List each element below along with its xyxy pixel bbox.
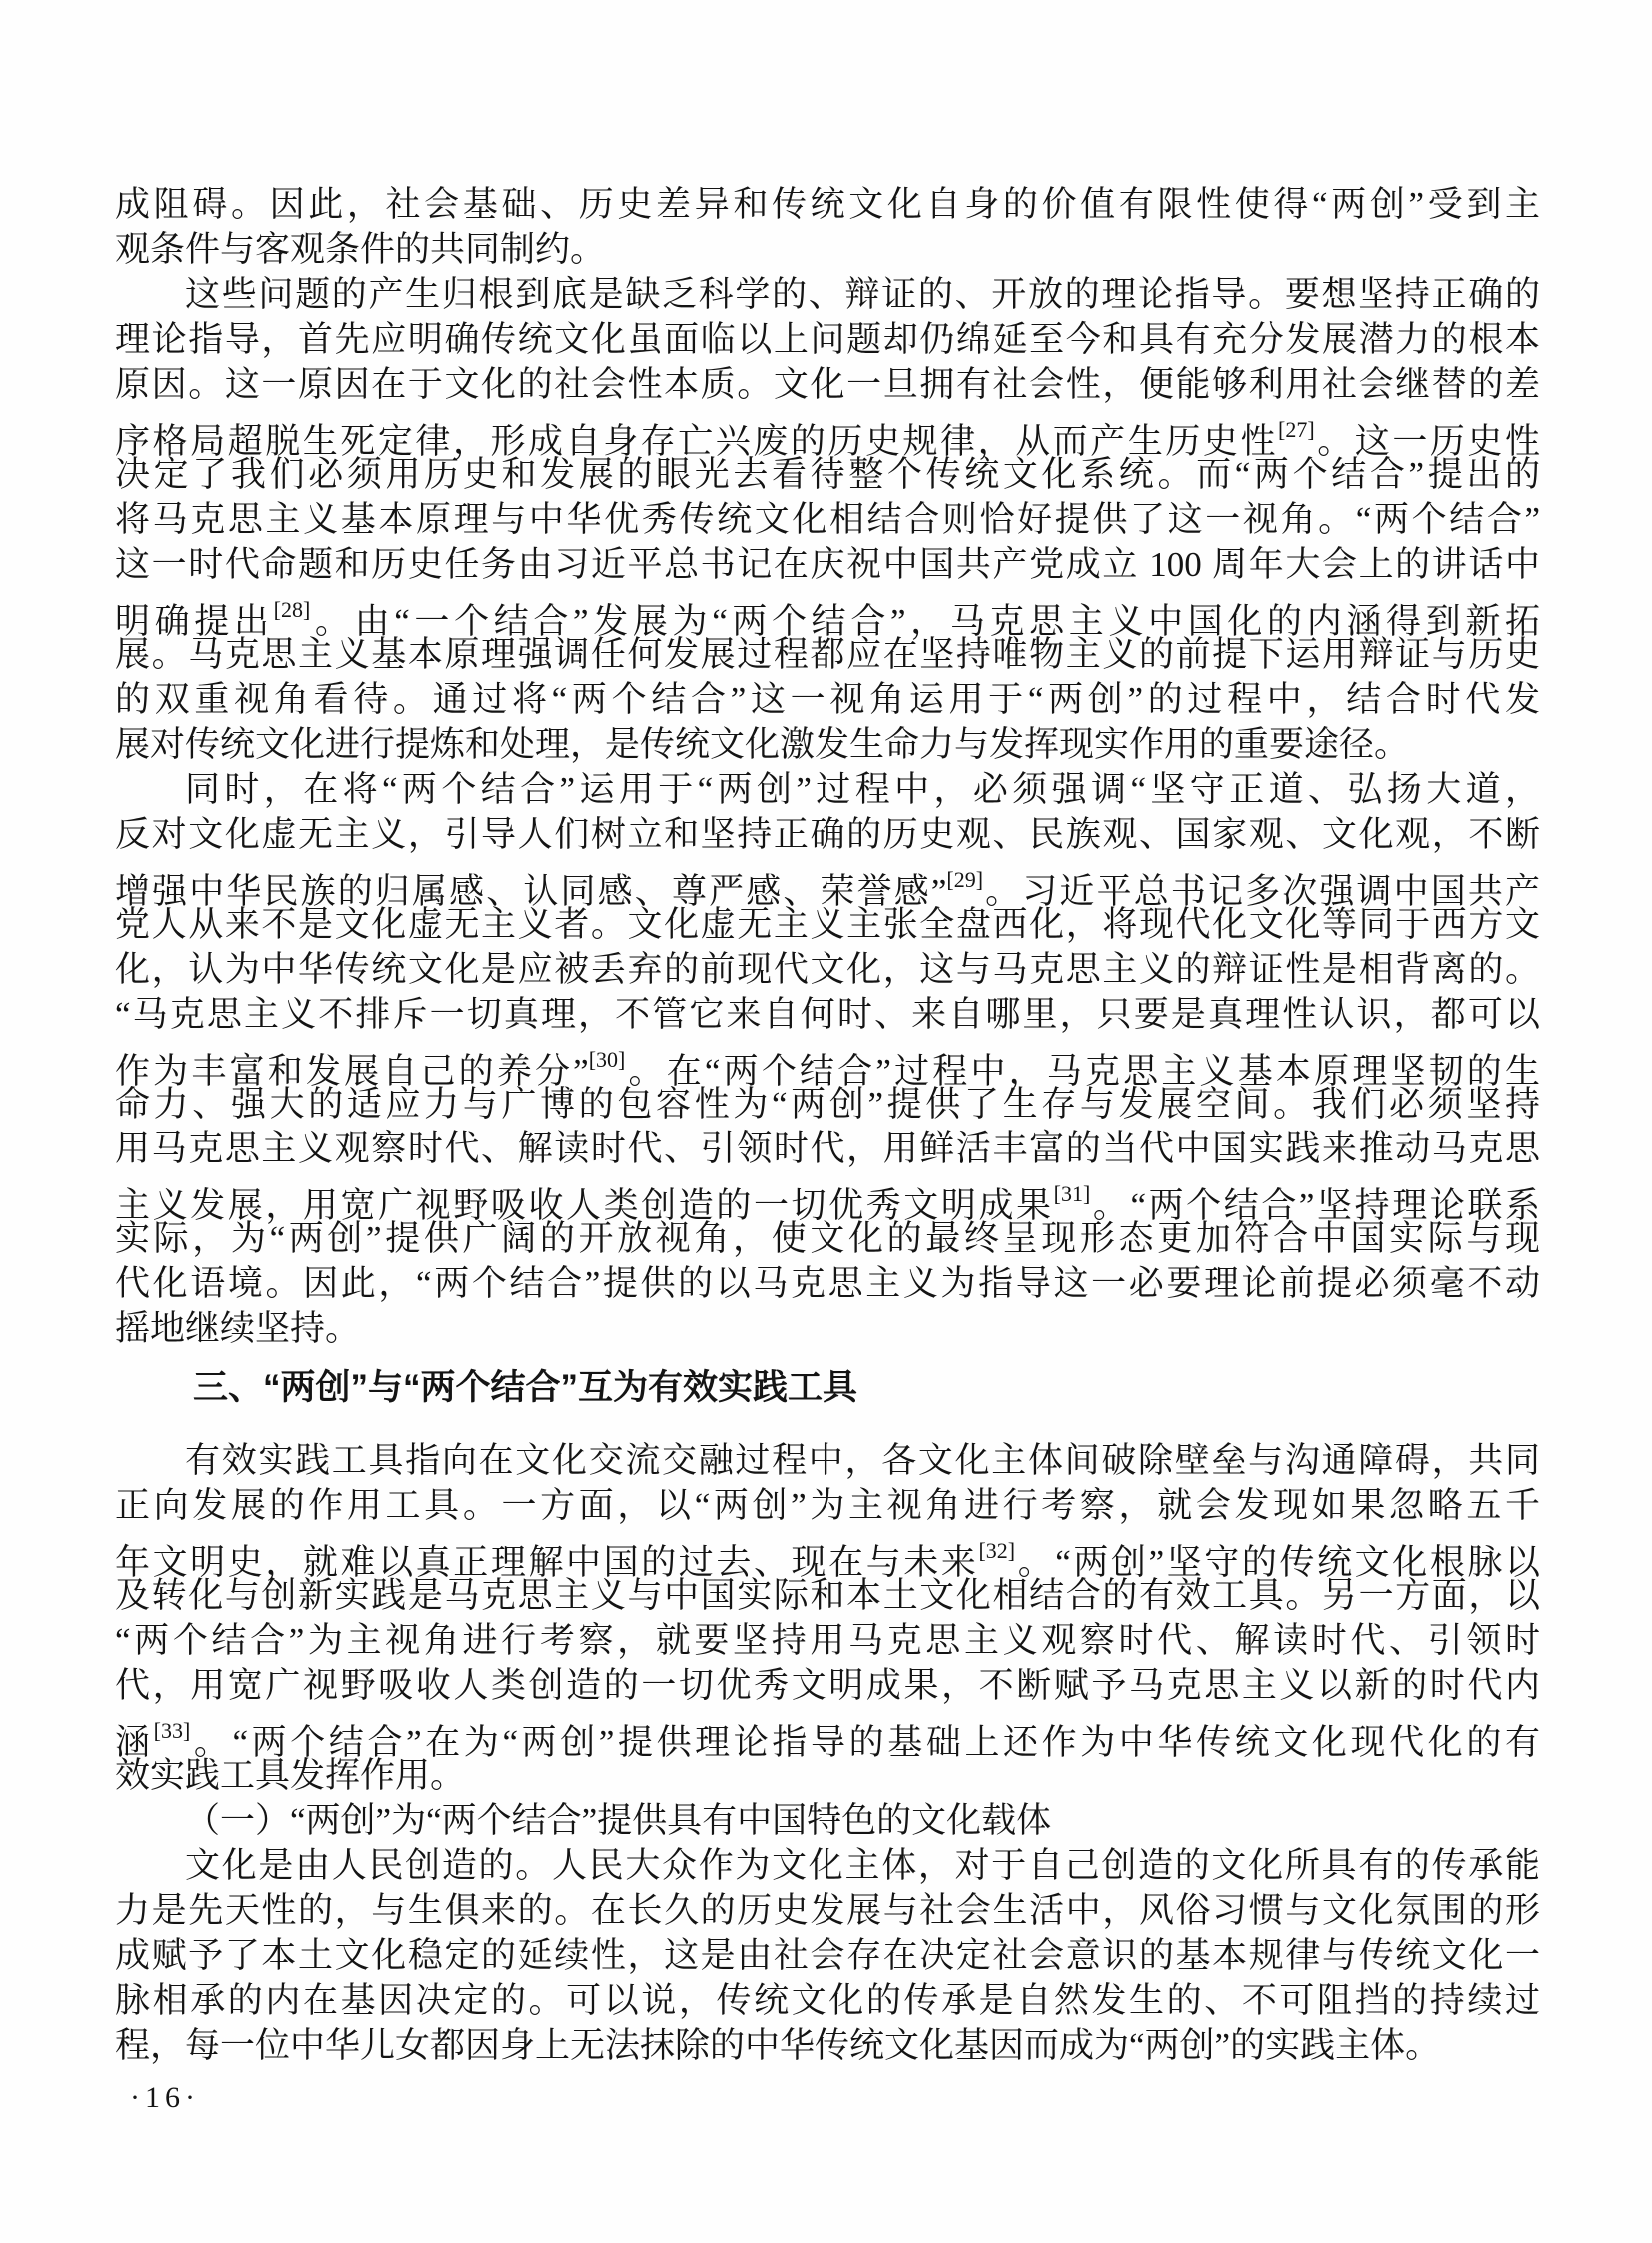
text-run: 摇地继续坚持。 — [115, 1309, 361, 1348]
text-line — [115, 992, 1540, 1037]
text-line — [115, 1261, 1540, 1306]
text-run: （一）“两创”为“两个结合”提供具有中国特色的文化载体 — [185, 1801, 1052, 1840]
text-line — [115, 1216, 1540, 1261]
text-block — [115, 182, 1540, 2068]
text-line — [115, 722, 1540, 767]
text-run: “两个结合”为主视角进行考察，就要坚持用马克思主义观察时代、解读时代、引领时 — [115, 1621, 1540, 1660]
text-line — [115, 812, 1540, 857]
footnote-ref: [32] — [978, 1538, 1016, 1563]
text-run: “马克思主义不排斥一切真理，不管它来自何时、来自哪里，只要是真理性认识，都可以 — [115, 995, 1540, 1034]
text-line — [115, 1126, 1540, 1171]
text-run: 展。马克思主义基本原理强调任何发展过程都应在坚持唯物主义的前提下运用辩证与历史 — [115, 635, 1540, 674]
text-run: 决定了我们必须用历史和发展的眼光去看待整个传统文化系统。而“两个结合”提出的 — [115, 455, 1540, 494]
text-line — [115, 542, 1540, 587]
text-run: 。在“两个结合”过程中，马克思主义基本原理坚韧的生 — [625, 1052, 1540, 1091]
text-line — [115, 407, 1540, 461]
text-line — [115, 317, 1540, 362]
text-run: 正向发展的作用工具。一方面，以“两创”为主视角进行考察，就会发现如果忽略五千 — [115, 1486, 1540, 1525]
text-line — [115, 1082, 1540, 1126]
text-line — [115, 227, 1540, 272]
text-run: 命力、强大的适应力与广博的包容性为“两创”提供了生存与发展空间。我们必须坚持 — [115, 1085, 1540, 1123]
text-run: 。“两创”坚守的传统文化根脉以 — [1015, 1543, 1540, 1582]
text-run: 三、“两创”与“两个结合”互为有效实践工具 — [193, 1368, 858, 1407]
text-run: 主义发展，用宽广视野吸收人类创造的一切优秀文明成果 — [115, 1186, 1054, 1225]
text-line — [115, 1483, 1540, 1528]
page-number: ·16· — [130, 2081, 200, 2114]
text-run: 。这一历史性 — [1314, 422, 1540, 461]
text-run: 。“两个结合”在为“两创”提供理论指导的基础上还作为中华传统文化现代化的有 — [190, 1723, 1540, 1762]
text-line — [115, 767, 1540, 812]
text-run: 展对传统文化进行提炼和处理，是传统文化激发生命力与发挥现实作用的重要途径。 — [115, 725, 1410, 764]
text-line — [115, 1663, 1540, 1708]
text-run: 的双重视角看待。通过将“两个结合”这一视角运用于“两创”的过程中，结合时代发 — [115, 680, 1540, 719]
text-line — [115, 1306, 1540, 1351]
footnote-ref: [29] — [946, 867, 984, 892]
text-line — [115, 1037, 1540, 1091]
text-line — [115, 587, 1540, 641]
text-run: 化，认为中华传统文化是应被丢弃的前现代文化，这与马克思主义的辩证性是相背离的。 — [115, 950, 1540, 989]
text-run: 观条件与客观条件的共同制约。 — [115, 230, 606, 269]
text-run: 党人从来不是文化虚无主义者。文化虚无主义主张全盘西化，将现代化文化等同于西方文 — [115, 905, 1540, 944]
text-line — [115, 1618, 1540, 1663]
text-line — [115, 182, 1540, 227]
text-line — [115, 1933, 1540, 1978]
footnote-ref: [28] — [273, 597, 311, 622]
text-run: 作为丰富和发展自己的养分” — [115, 1052, 589, 1091]
text-line — [115, 497, 1540, 542]
text-line — [115, 1708, 1540, 1762]
text-line — [115, 2023, 1540, 2068]
text-run: 代，用宽广视野吸收人类创造的一切优秀文明成果，不断赋予马克思主义以新的时代内 — [115, 1666, 1540, 1705]
text-run: 成赋予了本土文化稳定的延续性，这是由社会存在决定社会意识的基本规律与传统文化一 — [115, 1936, 1540, 1975]
footnote-ref: [27] — [1278, 417, 1315, 442]
text-run: 将马克思主义基本原理与中华优秀传统文化相结合则恰好提供了这一视角。“两个结合” — [115, 500, 1540, 539]
text-run: 文化是由人民创造的。人民大众作为文化主体，对于自己创造的文化所具有的传承能 — [185, 1846, 1540, 1885]
text-line — [115, 1528, 1540, 1582]
text-line — [115, 1438, 1540, 1483]
text-run: 。由“一个结合”发展为“两个结合”，马克思主义中国化的内涵得到新拓 — [310, 602, 1540, 641]
text-run: 涵 — [115, 1723, 154, 1762]
text-line — [115, 1573, 1540, 1618]
text-run: 反对文化虚无主义，引导人们树立和坚持正确的历史观、民族观、国家观、文化观，不断 — [115, 815, 1540, 854]
text-line — [115, 362, 1540, 407]
text-run: 程，每一位中华儿女都因身上无法抹除的中华传统文化基因而成为“两创”的实践主体。 — [115, 2026, 1441, 2065]
text-line — [115, 632, 1540, 677]
text-run: 这一时代命题和历史任务由习近平总书记在庆祝中国共产党成立 100 周年大会上的讲话中 — [115, 545, 1540, 584]
text-line — [115, 947, 1540, 992]
text-run: 增强中华民族的归属感、认同感、尊严感、荣誉感” — [115, 872, 947, 911]
text-line — [115, 1171, 1540, 1225]
text-run: 序格局超脱生死定律，形成自身存亡兴废的历史规律，从而产生历史性 — [115, 422, 1279, 461]
footnote-ref: [33] — [153, 1718, 191, 1743]
text-run: 年文明史，就难以真正理解中国的过去、现在与未来 — [115, 1543, 979, 1582]
text-run: 力是先天性的，与生俱来的。在长久的历史发展与社会生活中，风俗习惯与文化氛围的形 — [115, 1891, 1540, 1930]
text-run: 及转化与创新实践是马克思主义与中国实际和本土文化相结合的有效工具。另一方面，以 — [115, 1576, 1540, 1615]
text-run: 代化语境。因此，“两个结合”提供的以马克思主义为指导这一必要理论前提必须毫不动 — [115, 1264, 1540, 1303]
text-run: 理论指导，首先应明确传统文化虽面临以上问题却仍绵延至今和具有充分发展潜力的根本 — [115, 320, 1540, 359]
subsection-heading — [115, 1798, 1540, 1843]
text-line — [115, 1888, 1540, 1933]
text-run: 。习近平总书记多次强调中国共产 — [983, 872, 1540, 911]
text-run: 有效实践工具指向在文化交流交融过程中，各文化主体间破除壁垒与沟通障碍，共同 — [185, 1441, 1540, 1480]
text-line — [115, 1978, 1540, 2023]
text-line — [115, 272, 1540, 317]
footnote-ref: [31] — [1053, 1181, 1091, 1206]
section-heading — [115, 1365, 1540, 1410]
text-run: 原因。这一原因在于文化的社会性本质。文化一旦拥有社会性，便能够利用社会继替的差 — [115, 365, 1540, 404]
text-line — [115, 857, 1540, 911]
text-run: 用马克思主义观察时代、解读时代、引领时代，用鲜活丰富的当代中国实践来推动马克思 — [115, 1129, 1540, 1168]
footnote-ref: [30] — [588, 1047, 626, 1072]
text-run: 。“两个结合”坚持理论联系 — [1090, 1186, 1540, 1225]
text-line — [115, 452, 1540, 497]
text-run: 成阻碍。因此，社会基础、历史差异和传统文化自身的价值有限性使得“两创”受到主 — [115, 185, 1540, 224]
text-run: 效实践工具发挥作用。 — [115, 1756, 466, 1795]
text-run: 明确提出 — [115, 602, 274, 641]
text-run: 实际，为“两创”提供广阔的开放视角，使文化的最终呈现形态更加符合中国实际与现 — [115, 1219, 1540, 1258]
text-run: 脉相承的内在基因决定的。可以说，传统文化的传承是自然发生的、不可阻挡的持续过 — [115, 1981, 1540, 2020]
text-line — [115, 677, 1540, 722]
text-line — [115, 902, 1540, 947]
text-line — [115, 1843, 1540, 1888]
text-run: 同时，在将“两个结合”运用于“两创”过程中，必须强调“坚守正道、弘扬大道， — [185, 770, 1540, 809]
text-run: 这些问题的产生归根到底是缺乏科学的、辩证的、开放的理论指导。要想坚持正确的 — [185, 275, 1540, 314]
